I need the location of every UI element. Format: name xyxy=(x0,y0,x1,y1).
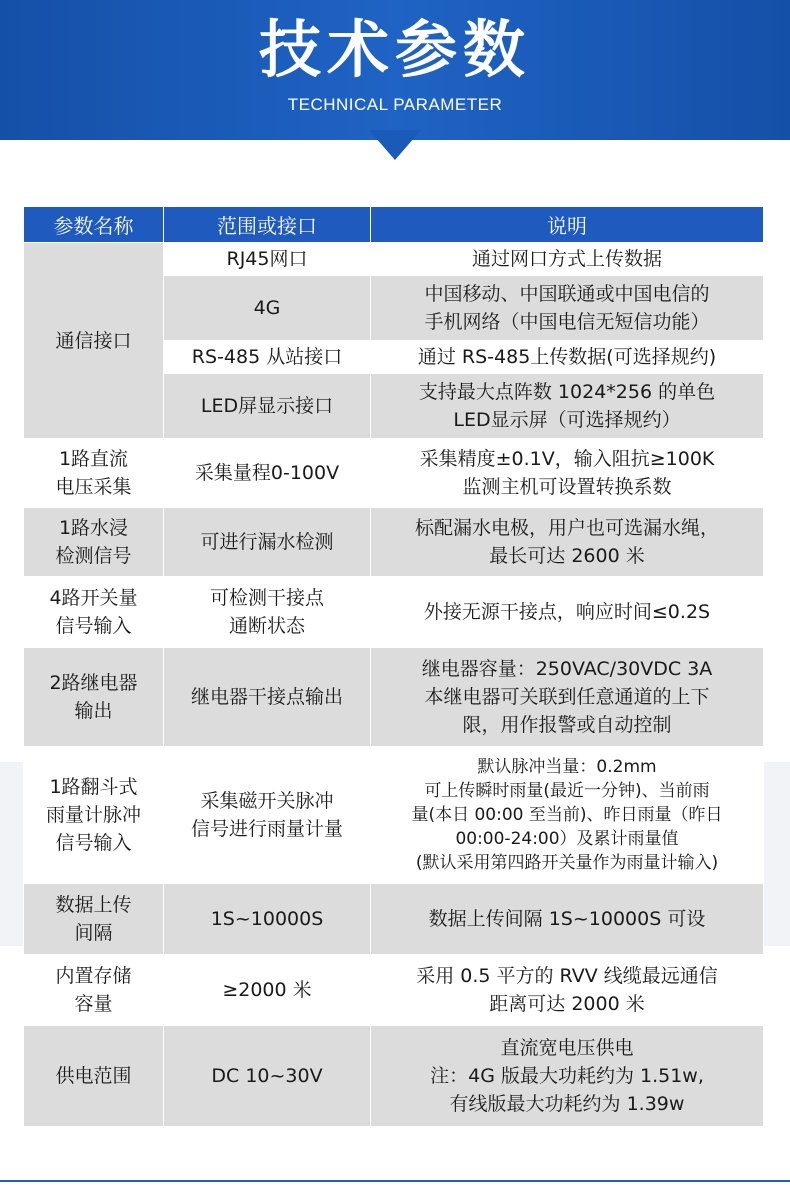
range-cell xyxy=(164,439,371,508)
desc-line: 默认脉冲当量：0.2mm xyxy=(477,757,657,777)
desc-line: 最长可达 2600 米 xyxy=(489,545,645,567)
desc-cell xyxy=(371,341,764,374)
range-cell xyxy=(164,577,371,648)
param-name-line: 信号输入 xyxy=(55,615,132,637)
table-header-row xyxy=(24,207,764,243)
page-title: 技术参数 xyxy=(258,13,531,86)
range-line: 可检测干接点 xyxy=(209,587,324,609)
desc-cell xyxy=(371,955,764,1026)
desc-cell xyxy=(371,276,764,341)
param-name-cell xyxy=(24,243,164,439)
desc-line: 采集精度±0.1V，输入阻抗≥100K xyxy=(419,448,715,470)
param-name-line: 供电范围 xyxy=(55,1065,132,1087)
range-line: 采集量程0-100V xyxy=(194,462,340,484)
desc-line: 可上传瞬时雨量(最近一分钟)、当前雨 xyxy=(424,781,710,801)
range-line: 可进行漏水检测 xyxy=(200,531,334,553)
table-row xyxy=(24,243,764,276)
range-cell xyxy=(164,884,371,955)
param-name-line: 输出 xyxy=(74,700,113,722)
desc-line: 支持最大点阵数 1024*256 的单色 xyxy=(418,381,716,403)
desc-cell xyxy=(371,243,764,276)
param-name-line: 1路直流 xyxy=(58,448,129,470)
param-name-cell xyxy=(24,577,164,648)
range-cell xyxy=(164,648,371,747)
desc-line: LED显示屏（可选择规约） xyxy=(453,409,681,431)
range-cell xyxy=(164,955,371,1026)
param-name-line: 4路开关量 xyxy=(49,587,138,609)
range-cell xyxy=(164,1026,371,1127)
column-header-range: 范围或接口 xyxy=(164,207,371,243)
range-cell xyxy=(164,374,371,439)
range-cell xyxy=(164,243,371,276)
desc-line: 限，用作报警或自动控制 xyxy=(462,714,672,736)
desc-line: 注：4G 版最大功耗约为 1.51w, xyxy=(430,1065,704,1087)
param-name-cell xyxy=(24,508,164,577)
desc-line: 本继电器可关联到任意通道的上下 xyxy=(424,686,710,708)
param-name-line: 通信接口 xyxy=(55,329,132,352)
desc-line: 距离可达 2000 米 xyxy=(489,993,645,1015)
desc-line: 00:00-24:00）及累计雨量值 xyxy=(455,829,679,849)
desc-line: 外接无源干接点，响应时间≤0.2S xyxy=(423,601,711,623)
desc-line: 数据上传间隔 1S~10000S 可设 xyxy=(428,908,706,930)
column-header-name: 参数名称 xyxy=(24,207,164,243)
param-name-line: 容量 xyxy=(74,993,113,1015)
param-name-cell xyxy=(24,955,164,1026)
header-notch xyxy=(369,130,421,160)
param-name-line: 1路翻斗式 xyxy=(49,776,138,798)
range-cell xyxy=(164,276,371,341)
table-row xyxy=(24,747,764,884)
table-row xyxy=(24,577,764,648)
desc-line: 中国移动、中国联通或中国电信的 xyxy=(424,283,710,305)
desc-cell xyxy=(371,577,764,648)
param-name-cell xyxy=(24,747,164,884)
param-name-cell xyxy=(24,648,164,747)
desc-line: 标配漏水电极，用户也可选漏水绳， xyxy=(414,517,719,539)
range-line: LED屏显示接口 xyxy=(200,395,334,417)
bottom-divider xyxy=(0,1180,790,1182)
param-name-cell xyxy=(24,439,164,508)
param-name-line: 2路继电器 xyxy=(49,672,138,694)
desc-line: (默认采用第四路开关量作为雨量计输入) xyxy=(415,853,719,873)
range-line: DC 10~30V xyxy=(211,1065,323,1087)
param-name-line: 雨量计脉冲 xyxy=(45,804,141,826)
desc-line: 采用 0.5 平方的 RVV 线缆最远通信 xyxy=(416,965,718,987)
table-row xyxy=(24,884,764,955)
param-name-line: 数据上传 xyxy=(55,894,132,916)
param-name-line: 内置存储 xyxy=(55,965,132,987)
desc-line: 有线版最大功耗约为 1.39w xyxy=(449,1093,685,1115)
table-row xyxy=(24,955,764,1026)
range-line: 继电器干接点输出 xyxy=(190,686,343,708)
range-line: 4G xyxy=(253,297,281,319)
spec-table-wrap xyxy=(23,206,763,1127)
desc-cell xyxy=(371,439,764,508)
range-line: RS-485 从站接口 xyxy=(191,346,343,368)
param-name-cell xyxy=(24,1026,164,1127)
param-name-line: 信号输入 xyxy=(55,832,132,854)
range-line: 采集磁开关脉冲 xyxy=(200,790,334,812)
desc-line: 直流宽电压供电 xyxy=(500,1037,634,1059)
range-line: 信号进行雨量计量 xyxy=(190,818,343,840)
range-cell xyxy=(164,747,371,884)
desc-cell xyxy=(371,884,764,955)
range-cell xyxy=(164,508,371,577)
range-line: ≥2000 米 xyxy=(222,979,312,1001)
table-row xyxy=(24,439,764,508)
column-header-desc: 说明 xyxy=(371,207,764,243)
param-name-line: 检测信号 xyxy=(55,545,132,567)
param-name-line: 电压采集 xyxy=(55,476,132,498)
table-row xyxy=(24,508,764,577)
desc-line: 手机网络（中国电信无短信功能） xyxy=(424,311,710,333)
page-subtitle: TECHNICAL PARAMETER xyxy=(287,95,503,114)
range-cell xyxy=(164,341,371,374)
range-line: 通断状态 xyxy=(228,615,305,637)
range-line: 1S~10000S xyxy=(210,908,324,930)
range-line: RJ45网口 xyxy=(226,248,308,270)
desc-line: 继电器容量：250VAC/30VDC 3A xyxy=(421,658,713,680)
param-name-cell xyxy=(24,884,164,955)
desc-line: 通过网口方式上传数据 xyxy=(471,248,662,270)
desc-cell xyxy=(371,1026,764,1127)
desc-cell xyxy=(371,374,764,439)
table-row xyxy=(24,648,764,747)
param-name-line: 间隔 xyxy=(74,922,113,944)
table-row xyxy=(24,1026,764,1127)
desc-cell xyxy=(371,508,764,577)
desc-line: 监测主机可设置转换系数 xyxy=(462,476,672,498)
desc-cell xyxy=(371,648,764,747)
spec-table xyxy=(23,206,764,1127)
desc-line: 通过 RS-485上传数据(可选择规约) xyxy=(417,346,717,368)
param-name-line: 1路水浸 xyxy=(58,517,129,539)
desc-line: 量(本日 00:00 至当前)、昨日雨量（昨日 xyxy=(411,805,723,825)
desc-cell xyxy=(371,747,764,884)
